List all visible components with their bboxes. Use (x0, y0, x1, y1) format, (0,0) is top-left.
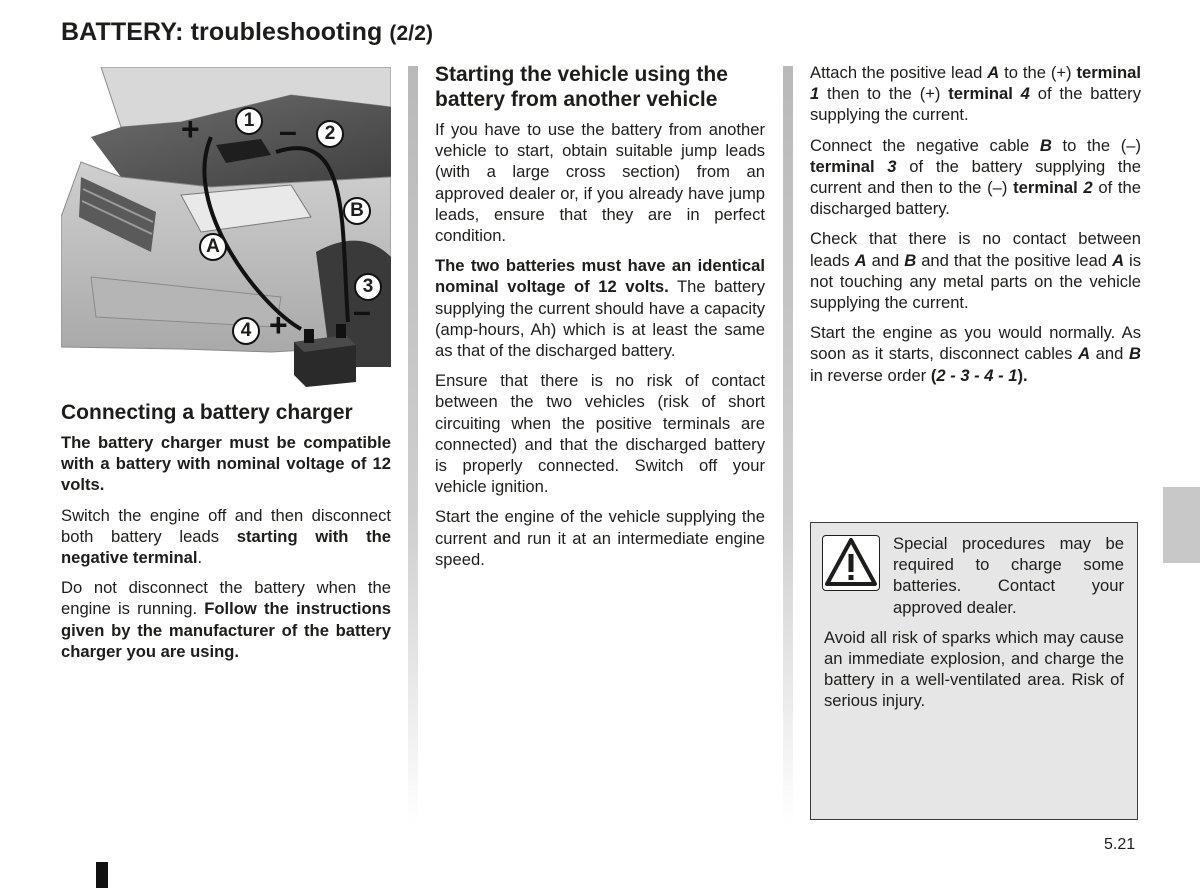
page-title (61, 18, 433, 47)
title-part-indicator: (2/2) (389, 22, 434, 45)
minus-sign-terminal-3: – (353, 293, 371, 329)
check-contact-step: Check that there is no contact between leads A and B and that the positive lead A is not touching any metal parts on the vehicle supplying the current. (810, 229, 1142, 313)
warning-sparks: Avoid all risk of sparks which may cause an immediate explosion, and charge the battery in a well-ventilated area. Risk of serious injury. (824, 627, 1124, 711)
charger-running-warning: Do not disconnect the battery when the engine is running. Follow the instructions given by the manufacturer of the battery charger you are using. (61, 578, 391, 661)
voltage-paragraph: The two batteries must have an identical nominal voltage of 12 volts. The battery supplying the current should have a capacity (amp-hours, Ah) which is at least the same as that of the discharged battery. (435, 256, 765, 361)
callout-2: 2 (316, 120, 344, 148)
warning-special-procedures: Special procedures may be required to charge some batteries. Contact your approved dealer. (893, 534, 1124, 617)
jump-start-illustration (61, 67, 391, 387)
section-thumb-tab (1163, 487, 1200, 563)
plus-sign-terminal-4: + (269, 307, 288, 343)
jump-leads-paragraph: If you have to use the battery from another vehicle to start, obtain suitable jump leads (with a large cross section) from an approved dealer or, if you already have jump leads, ensure that they are in perfect condition. (435, 120, 765, 246)
warning-triangle-icon (822, 535, 880, 591)
charger-disconnect-instruction: Switch the engine off and then disconnect both battery leads starting with the negative terminal. (61, 505, 392, 568)
plus-sign-terminal-1: + (181, 111, 200, 147)
page-number: 5.21 (1104, 836, 1136, 853)
jump-start-section (435, 62, 765, 579)
charger-heading: Connecting a battery charger (61, 401, 353, 424)
minus-sign-terminal-2: – (279, 113, 297, 149)
callout-4: 4 (232, 317, 260, 345)
contact-risk-paragraph: Ensure that there is no risk of contact between the two vehicles (risk of short circuiting when the positive terminals are connected) and that the discharged battery is properly connected. Switch off your vehicle ignition. (435, 371, 765, 497)
negative-cable-step: Connect the negative cable B to the (–) terminal 3 of the battery supplying the current and then to the (–) terminal 2 of the discharged battery. (810, 135, 1141, 219)
callout-lead-a: A (199, 233, 227, 261)
charger-voltage-note: The battery charger must be compatible with a battery with nominal voltage of 12 volts. (61, 433, 391, 495)
printer-crop-mark (96, 862, 108, 888)
column-divider-left (408, 66, 418, 826)
column-divider-right (783, 66, 793, 826)
title-text: BATTERY: troubleshooting (61, 18, 383, 46)
connection-steps-section (810, 62, 1141, 395)
start-engine-paragraph: Start the engine of the vehicle supplying the current and run it at an intermediate engine speed. (435, 507, 765, 569)
warning-box (810, 522, 1138, 820)
callout-3: 3 (354, 273, 382, 301)
charger-section (61, 400, 391, 671)
callout-lead-b: B (343, 197, 371, 225)
jump-start-heading: Starting the vehicle using the battery from another vehicle (435, 63, 728, 111)
positive-lead-step: Attach the positive lead A to the (+) terminal 1 then to the (+) terminal 4 of the battery supplying the current. (810, 63, 1142, 125)
callout-1: 1 (235, 107, 263, 135)
jump-start-drawing (61, 67, 391, 387)
start-disconnect-step: Start the engine as you would normally. As soon as it starts, disconnect cables A and B in reverse order (2 - 3 - 4 - 1). (810, 323, 1141, 385)
